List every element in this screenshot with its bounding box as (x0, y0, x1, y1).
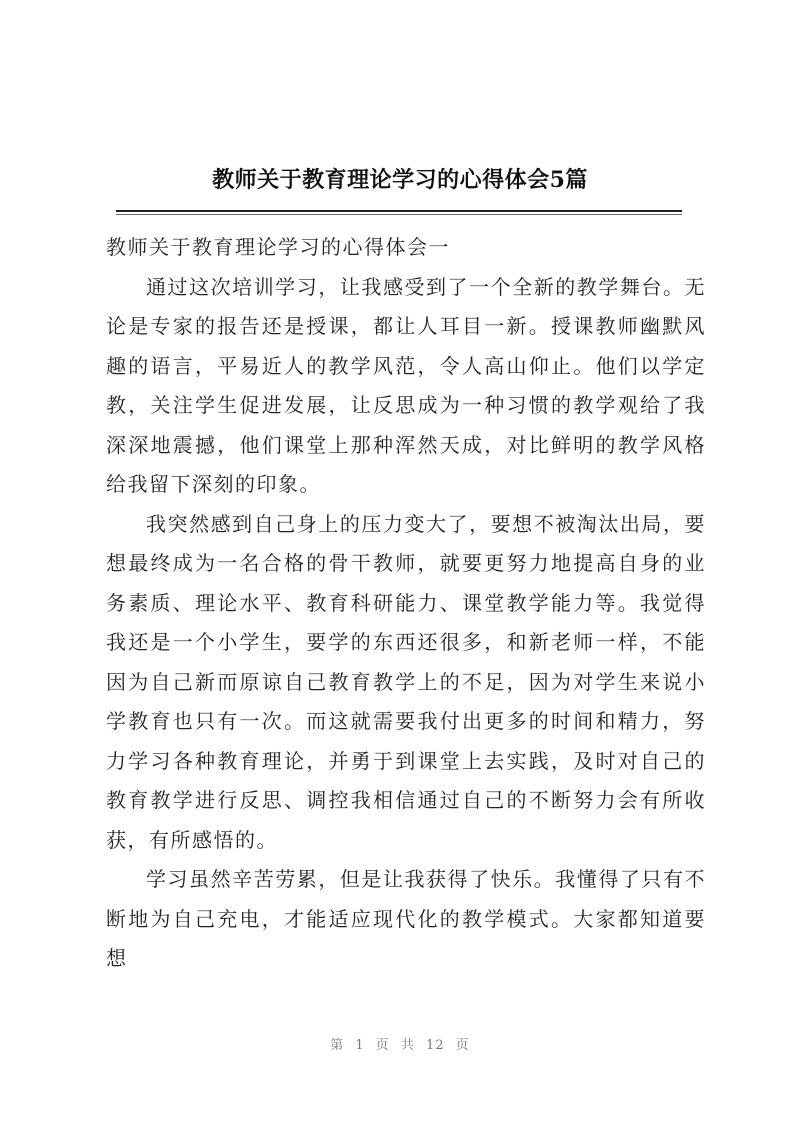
paragraph: 我突然感到自己身上的压力变大了，要想不被淘汰出局，要想最终成为一名合格的骨干教师，就要更努力地提高自身的业务素质、理论水平、教育科研能力、课堂教学能力等。我觉得我还是一个小学生，要学的东西还很多，和新老师一样，不能因为自己新而原谅自己教育教学上的不足，因为对学生来说小学教育也只有一次。而这就需要我付出更多的时间和精力，努力学习各种教育理论，并勇于到课堂上去实践，及时对自己的教育教学进行反思、调控我相信通过自己的不断努力会有所收获，有所感悟的。 (106, 511, 706, 852)
paragraph: 通过这次培训学习，让我感受到了一个全新的教学舞台。无论是专家的报告还是授课，都让人耳目一新。授课教师幽默风趣的语言，平易近人的教学风范，令人高山仰止。他们以学定教，关注学生促进发展，让反思成为一种习惯的教学观给了我深深地震撼，他们课堂上那种浑然天成，对比鲜明的教学风格给我留下深刻的印象。 (106, 274, 706, 496)
document-title: 教师关于教育理论学习的心得体会5篇 (212, 167, 588, 193)
paragraph: 学习虽然辛苦劳累，但是让我获得了快乐。我懂得了只有不断地为自己充电，才能适应现代化的教学模式。大家都知道要想 (106, 867, 706, 970)
title-divider (116, 210, 682, 212)
title-divider-thin (116, 214, 682, 215)
section-heading: 教师关于教育理论学习的心得体会一 (106, 235, 450, 259)
document-body (106, 228, 706, 979)
page-footer: 第 1 页 共 12 页 (330, 1038, 470, 1053)
